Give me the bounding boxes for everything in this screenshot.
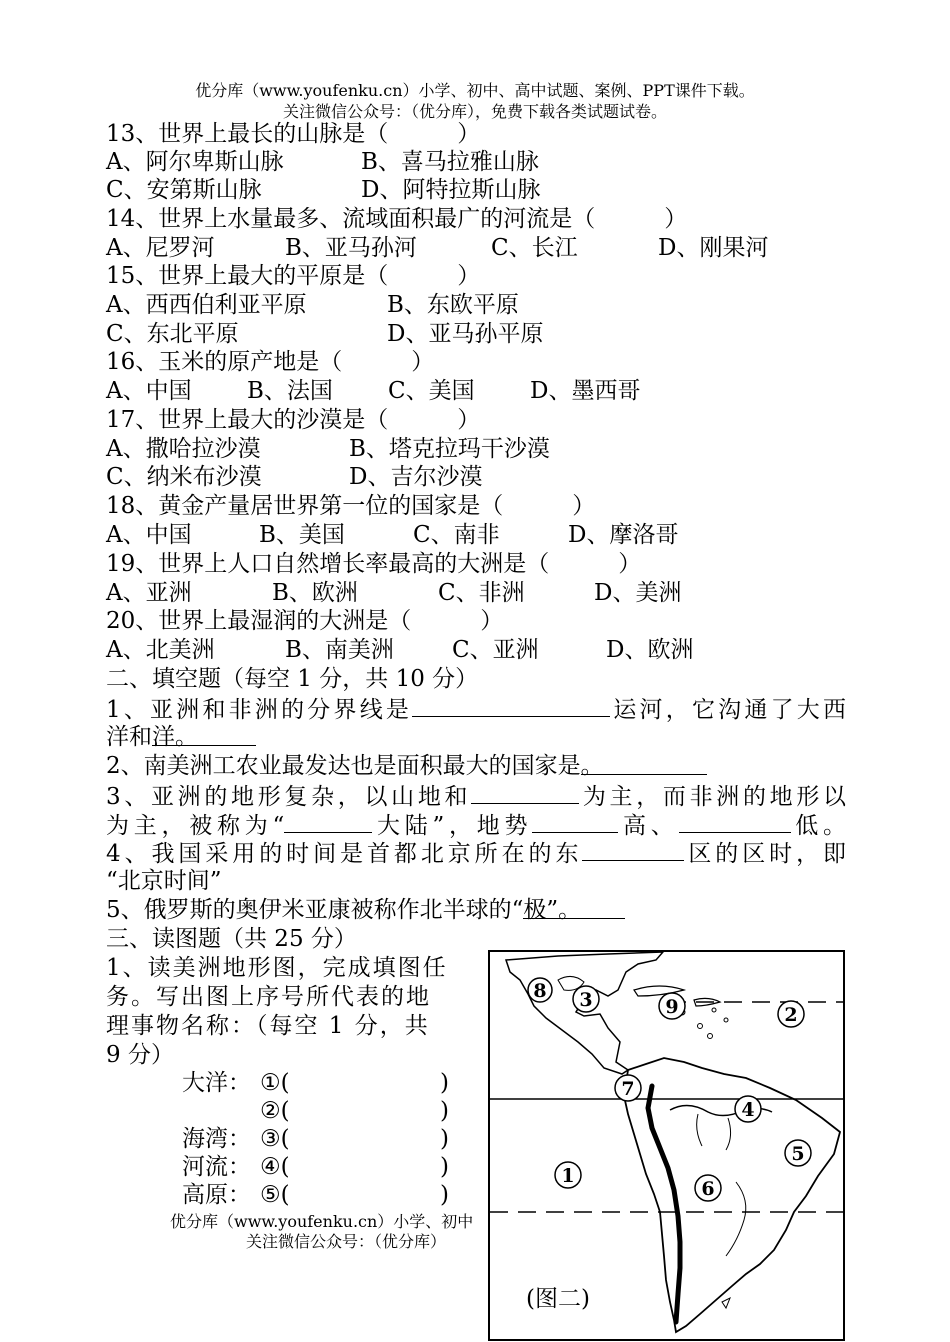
q20-options bbox=[106, 636, 806, 664]
q13-options-row1 bbox=[106, 148, 806, 176]
americas-map bbox=[488, 950, 846, 1342]
q19-option-b[interactable]: B、欧洲 bbox=[272, 580, 358, 606]
marker-5 bbox=[785, 1140, 811, 1166]
answer-row-5: 高原： ⑤( ) bbox=[182, 1182, 449, 1208]
q14-option-c[interactable]: C、长江 bbox=[491, 235, 578, 261]
answer-row-3: 海湾： ③( ) bbox=[182, 1126, 449, 1152]
fill-5-blank[interactable] bbox=[523, 896, 625, 919]
fill-3-line-2: 为主，被称为“ 大陆”，地势 高、 低。 bbox=[106, 810, 846, 840]
fill-1-blank-1[interactable] bbox=[412, 694, 610, 717]
marker-6 bbox=[695, 1175, 721, 1201]
fill-1-line-1: 1、亚洲和非洲的分界线是 运河，它沟通了大西 bbox=[106, 694, 846, 724]
svg-text:4: 4 bbox=[741, 1099, 755, 1121]
q20-stem: 20、世界上最湿润的大洲是（ ） bbox=[106, 608, 504, 634]
fill-3-line-1: 3、亚洲的地形复杂，以山地和 为主，而非洲的地形以 bbox=[106, 781, 846, 811]
map-caption: (图二) bbox=[526, 1286, 590, 1312]
header-line-1: 优分库（www.youfenku.cn）小学、初中、高中试题、案例、PPT课件下载。 bbox=[195, 81, 755, 100]
marker-1 bbox=[555, 1162, 581, 1188]
q14-option-d[interactable]: D、刚果河 bbox=[658, 235, 769, 261]
q18-options bbox=[106, 521, 806, 549]
q16-option-b[interactable]: B、法国 bbox=[247, 378, 333, 404]
q18-option-a[interactable]: A、中国 bbox=[106, 522, 192, 548]
q15-option-d[interactable]: D、亚马孙平原 bbox=[387, 321, 544, 347]
q13-option-b[interactable]: B、喜马拉雅山脉 bbox=[361, 149, 539, 175]
q14-stem: 14、世界上水量最多、流域面积最广的河流是（ ） bbox=[106, 206, 688, 232]
q17-options-row2 bbox=[106, 463, 806, 491]
q16-options bbox=[106, 377, 806, 405]
fill-4-blank[interactable] bbox=[582, 838, 684, 861]
q17-option-a[interactable]: A、撒哈拉沙漠 bbox=[106, 436, 261, 462]
fill-1-blank-2[interactable] bbox=[152, 723, 256, 746]
q20-option-a[interactable]: A、北美洲 bbox=[106, 637, 215, 663]
svg-text:1: 1 bbox=[561, 1165, 575, 1187]
fill-2-line: 2、南美洲工农业最发达也是面积最大的国家是 。 bbox=[106, 752, 604, 780]
footer-line-2: 关注微信公众号：（优分库） bbox=[246, 1232, 447, 1251]
svg-text:7: 7 bbox=[621, 1078, 635, 1100]
svg-text:8: 8 bbox=[533, 980, 547, 1002]
answer-row-2: ②( ) bbox=[260, 1098, 449, 1124]
q17-stem: 17、世界上最大的沙漠是（ ） bbox=[106, 407, 481, 433]
q13-option-a[interactable]: A、阿尔卑斯山脉 bbox=[106, 149, 284, 175]
q18-option-b[interactable]: B、美国 bbox=[259, 522, 345, 548]
q19-option-a[interactable]: A、亚洲 bbox=[106, 580, 192, 606]
q15-options-row1 bbox=[106, 291, 806, 319]
q13-options-row2 bbox=[106, 176, 806, 204]
svg-text:5: 5 bbox=[791, 1143, 805, 1165]
marker-4 bbox=[735, 1096, 761, 1122]
q13-stem: 13、世界上最长的山脉是（ ） bbox=[106, 121, 481, 147]
q18-option-d[interactable]: D、摩洛哥 bbox=[568, 522, 679, 548]
q13-option-c[interactable]: C、安第斯山脉 bbox=[106, 177, 262, 203]
q16-option-a[interactable]: A、中国 bbox=[106, 378, 192, 404]
q16-option-d[interactable]: D、墨西哥 bbox=[530, 378, 641, 404]
q15-options-row2 bbox=[106, 320, 806, 348]
svg-text:2: 2 bbox=[784, 1004, 798, 1026]
q15-option-b[interactable]: B、东欧平原 bbox=[387, 292, 519, 318]
marker-7 bbox=[615, 1075, 641, 1101]
fill-3-blank-3[interactable] bbox=[532, 810, 618, 833]
footer-line-1: 优分库（www.youfenku.cn）小学、初中 bbox=[170, 1212, 474, 1231]
fill-3-blank-1[interactable] bbox=[471, 781, 579, 804]
section2-title: 二、填空题（每空 1 分，共 10 分） bbox=[106, 666, 479, 692]
q18-stem: 18、黄金产量居世界第一位的国家是（ ） bbox=[106, 493, 596, 519]
q15-option-c[interactable]: C、东北平原 bbox=[106, 321, 239, 347]
map-question-intro-3: 理事物名称：（每空 1 分，共 bbox=[106, 1013, 430, 1039]
q14-option-b[interactable]: B、亚马孙河 bbox=[285, 235, 417, 261]
fill-4-line-1: 4、我国采用的时间是首都北京所在的东 区的区时，即 bbox=[106, 838, 846, 868]
fill-4-line-2: “北京时间” bbox=[106, 868, 222, 894]
q18-option-c[interactable]: C、南非 bbox=[413, 522, 500, 548]
answer-row-4: 河流： ④( ) bbox=[182, 1154, 449, 1180]
marker-2 bbox=[778, 1001, 804, 1027]
fill-1-line-2: 洋和 洋。 bbox=[106, 723, 198, 751]
q16-stem: 16、玉米的原产地是（ ） bbox=[106, 349, 435, 375]
q17-option-d[interactable]: D、吉尔沙漠 bbox=[349, 464, 483, 490]
q16-option-c[interactable]: C、美国 bbox=[388, 378, 475, 404]
fill-3-blank-4[interactable] bbox=[679, 810, 791, 833]
marker-8 bbox=[528, 978, 552, 1002]
marker-9 bbox=[659, 993, 685, 1019]
svg-text:9: 9 bbox=[665, 996, 679, 1018]
map-question-intro-2: 务。写出图上序号所代表的地 bbox=[106, 984, 431, 1010]
q19-options bbox=[106, 579, 806, 607]
q15-stem: 15、世界上最大的平原是（ ） bbox=[106, 263, 481, 289]
fill-3-blank-2[interactable] bbox=[284, 810, 372, 833]
marker-3 bbox=[573, 986, 599, 1012]
answer-row-1: 大洋： ①( ) bbox=[182, 1070, 449, 1096]
q13-option-d[interactable]: D、阿特拉斯山脉 bbox=[361, 177, 541, 203]
header-line-2: 关注微信公众号：（优分库），免费下载各类试题试卷。 bbox=[282, 102, 667, 121]
q17-option-b[interactable]: B、塔克拉玛干沙漠 bbox=[349, 436, 550, 462]
q20-option-c[interactable]: C、亚洲 bbox=[452, 637, 539, 663]
fill-2-blank[interactable] bbox=[581, 752, 707, 775]
q14-option-a[interactable]: A、尼罗河 bbox=[106, 235, 215, 261]
q17-options-row1 bbox=[106, 435, 806, 463]
section3-title: 三、读图题（共 25 分） bbox=[106, 926, 357, 952]
svg-text:6: 6 bbox=[701, 1178, 715, 1200]
q14-options bbox=[106, 234, 846, 262]
q20-option-d[interactable]: D、欧洲 bbox=[606, 637, 694, 663]
q19-option-d[interactable]: D、美洲 bbox=[594, 580, 682, 606]
q15-option-a[interactable]: A、西西伯利亚平原 bbox=[106, 292, 307, 318]
map-question-intro-4: 9 分） bbox=[106, 1042, 174, 1068]
fill-5-line: 5、俄罗斯的奥伊米亚康被称作北半球的“ 极”。 bbox=[106, 896, 581, 924]
q17-option-c[interactable]: C、纳米布沙漠 bbox=[106, 464, 262, 490]
q20-option-b[interactable]: B、南美洲 bbox=[285, 637, 394, 663]
map-question-intro-1: 1、读美洲地形图，完成填图任 bbox=[106, 955, 448, 981]
svg-text:3: 3 bbox=[579, 989, 593, 1011]
q19-option-c[interactable]: C、非洲 bbox=[438, 580, 525, 606]
q19-stem: 19、世界上人口自然增长率最高的大洲是（ ） bbox=[106, 551, 642, 577]
